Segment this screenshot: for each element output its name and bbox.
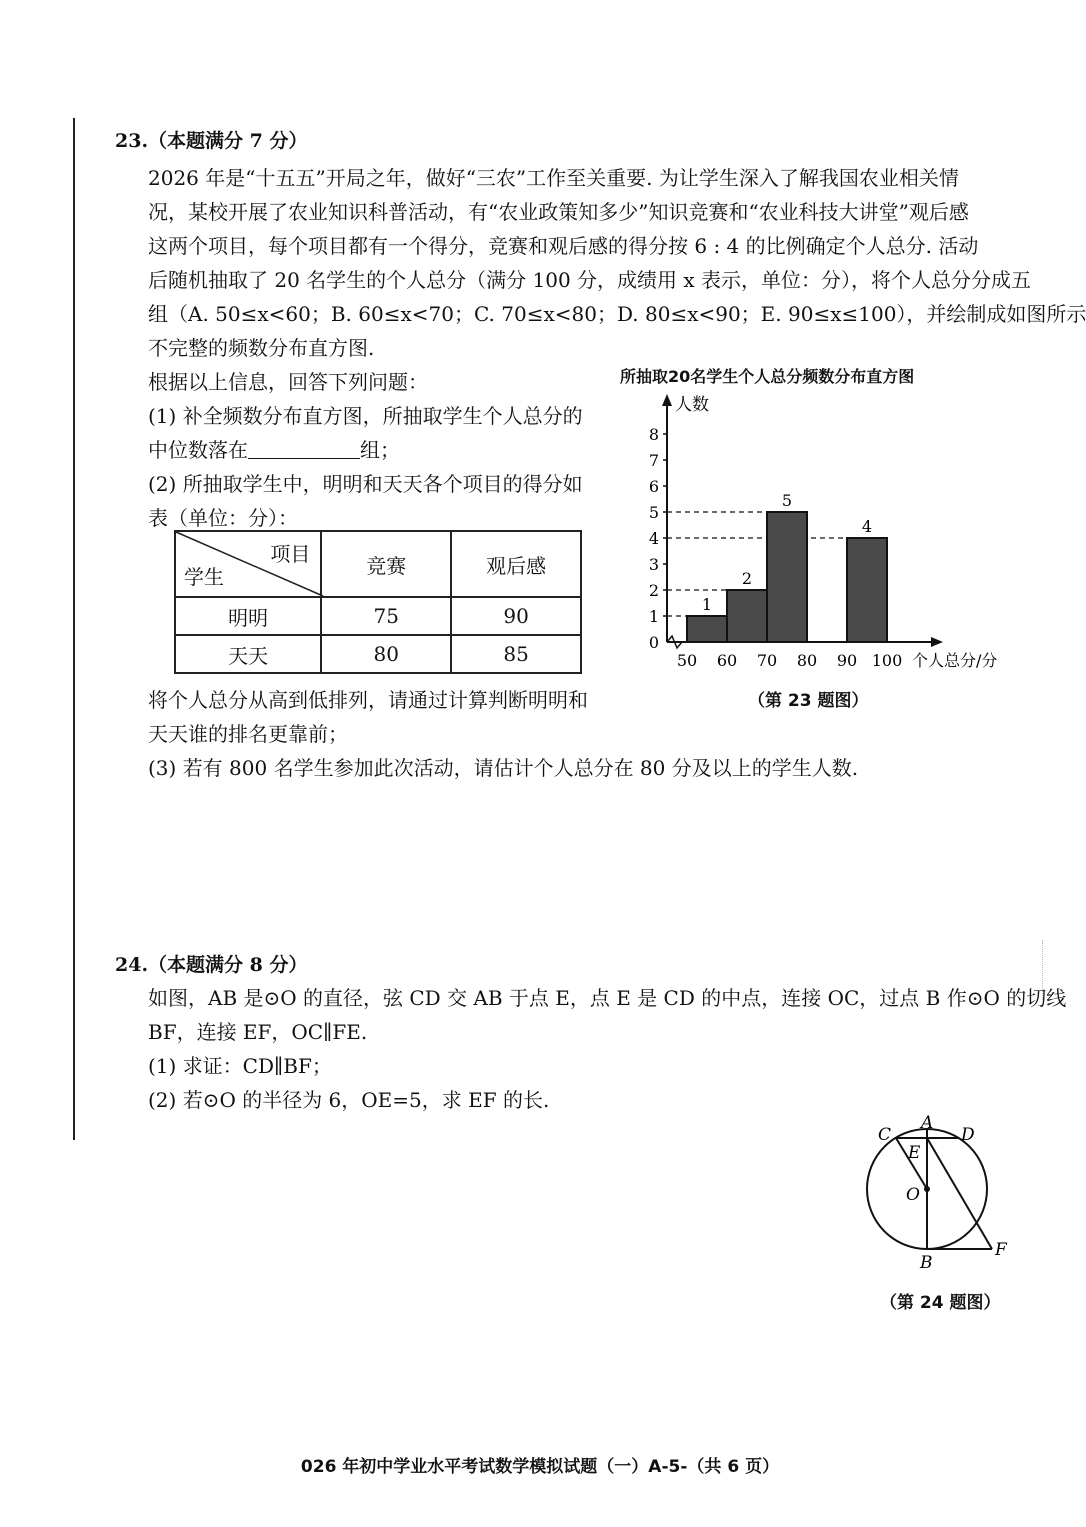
x-tick-label: 50 xyxy=(676,651,698,670)
q23-part1-line1: (1) 补全频数分布直方图，所抽取学生个人总分的 xyxy=(148,404,583,428)
page-footer: 026 年初中学业水平考试数学模拟试题（一）A-5-（共 6 页） xyxy=(300,1457,780,1477)
y-tick-label: 5 xyxy=(648,503,659,522)
q23-intro-line: 况，某校开展了农业知识科普活动，有“农业政策知多少”知识竞赛和“农业科技大讲堂”观后感 xyxy=(148,200,969,224)
q24-part1: (1) 求证：CD∥BF； xyxy=(148,1054,332,1078)
x-tick-label: 100 xyxy=(871,651,903,670)
y-tick-label: 1 xyxy=(648,607,659,626)
x-tick-label: 60 xyxy=(716,651,738,670)
q23-prompt: 根据以上信息，回答下列问题： xyxy=(148,370,428,394)
answer-blank[interactable] xyxy=(248,440,360,459)
q24-body-line: BF，连接 EF，OC∥FE. xyxy=(148,1020,368,1044)
circle-figure xyxy=(862,1112,1032,1273)
point-a-label: A xyxy=(921,1113,934,1133)
y-axis-arrow xyxy=(662,394,672,406)
q24-header: 24.（本题满分 8 分） xyxy=(115,954,308,976)
histogram-bar xyxy=(767,512,807,642)
segment-ef xyxy=(927,1138,992,1249)
q23-part2-line2: 表（单位：分）： xyxy=(148,506,298,530)
x-tick-label: 70 xyxy=(756,651,778,670)
center-dot xyxy=(924,1186,930,1192)
y-tick-label: 6 xyxy=(648,477,659,496)
row-student-name: 明明 xyxy=(175,597,321,635)
part1-text-before: 中位数落在 xyxy=(148,438,248,462)
point-f-label: F xyxy=(995,1240,1007,1260)
x-axis-arrow xyxy=(931,637,943,647)
y-tick-label: 4 xyxy=(648,529,659,548)
score-table xyxy=(174,530,582,674)
y-axis-label: 人数 xyxy=(675,395,709,415)
q23-part3: (3) 若有 800 名学生参加此次活动，请估计个人总分在 80 分及以上的学生人数. xyxy=(148,756,859,780)
q23-intro-line: 后随机抽取了 20 名学生的个人总分（满分 100 分，成绩用 x 表示，单位：分），将个人总分分成五 xyxy=(148,268,1032,292)
histogram-bar xyxy=(727,590,767,642)
q23-figure-caption: （第 23 题图） xyxy=(748,691,869,711)
q24-part2: (2) 若⊙O 的半径为 6，OE=5，求 EF 的长. xyxy=(148,1088,550,1112)
row-contest-score: 75 xyxy=(321,597,451,635)
y-tick-label: 8 xyxy=(648,425,659,444)
chart-title: 所抽取20名学生个人总分频数分布直方图 xyxy=(620,367,915,386)
histogram-bar xyxy=(847,538,887,642)
table-row xyxy=(175,635,581,673)
histogram-chart xyxy=(620,390,1020,680)
q23-part2-line3: 将个人总分从高到低排列，请通过计算判断明明和 xyxy=(148,688,588,712)
q23-part2-line1: (2) 所抽取学生中，明明和天天各个项目的得分如 xyxy=(148,472,583,496)
y-tick-label: 0 xyxy=(648,633,659,652)
y-tick-label: 2 xyxy=(648,581,659,600)
binding-line xyxy=(73,118,75,1140)
q23-intro-line: 这两个项目，每个项目都有一个得分，竞赛和观后感的得分按 6 : 4 的比例确定个人总分. 活动 xyxy=(148,234,979,258)
row-contest-score: 80 xyxy=(321,635,451,673)
point-e-label: E xyxy=(908,1143,921,1163)
row-reflection-score: 90 xyxy=(451,597,581,635)
point-b-label: B xyxy=(920,1253,933,1273)
q24-body-line: 如图，AB 是⊙O 的直径，弦 CD 交 AB 于点 E，点 E 是 CD 的中点，连接 OC，过点 B 作⊙O 的切线 xyxy=(148,986,1067,1010)
part1-text-after: 组； xyxy=(360,438,400,462)
q23-part1-line2 xyxy=(148,434,400,463)
table-corner-cell xyxy=(175,531,321,597)
bar-value-label: 4 xyxy=(861,517,873,536)
histogram-bar xyxy=(687,616,727,642)
bar-value-label: 1 xyxy=(701,595,713,614)
y-tick-label: 3 xyxy=(648,555,659,574)
point-o-label: O xyxy=(906,1185,920,1205)
x-tick-label: 80 xyxy=(796,651,818,670)
x-axis-label: 个人总分/分 xyxy=(912,651,998,670)
point-d-label: D xyxy=(961,1125,975,1145)
q24-figure-caption: （第 24 题图） xyxy=(880,1293,1001,1313)
y-tick-label: 7 xyxy=(648,451,659,470)
table-row xyxy=(175,597,581,635)
q23-intro-line: 2026 年是“十五五”开局之年，做好“三农”工作至关重要. 为让学生深入了解我国农业相关情 xyxy=(148,166,959,190)
bar-value-label: 5 xyxy=(781,491,793,510)
row-student-name: 天天 xyxy=(175,635,321,673)
header-student: 学生 xyxy=(184,565,224,589)
header-contest: 竞赛 xyxy=(321,531,451,597)
bar-value-label: 2 xyxy=(741,569,753,588)
q23-intro-line: 组（A. 50≤x<60；B. 60≤x<70；C. 70≤x<80；D. 80≤x<90；E. 90≤x≤100），并绘制成如图所示 xyxy=(148,302,1086,326)
q23-part2-line4: 天天谁的排名更靠前； xyxy=(148,722,348,746)
point-c-label: C xyxy=(878,1125,892,1145)
q23-intro-line: 不完整的频数分布直方图. xyxy=(148,336,375,360)
header-project: 项目 xyxy=(270,542,311,566)
x-tick-label: 90 xyxy=(836,651,858,670)
header-reflection: 观后感 xyxy=(451,531,581,597)
row-reflection-score: 85 xyxy=(451,635,581,673)
q23-header: 23.（本题满分 7 分） xyxy=(115,130,308,152)
